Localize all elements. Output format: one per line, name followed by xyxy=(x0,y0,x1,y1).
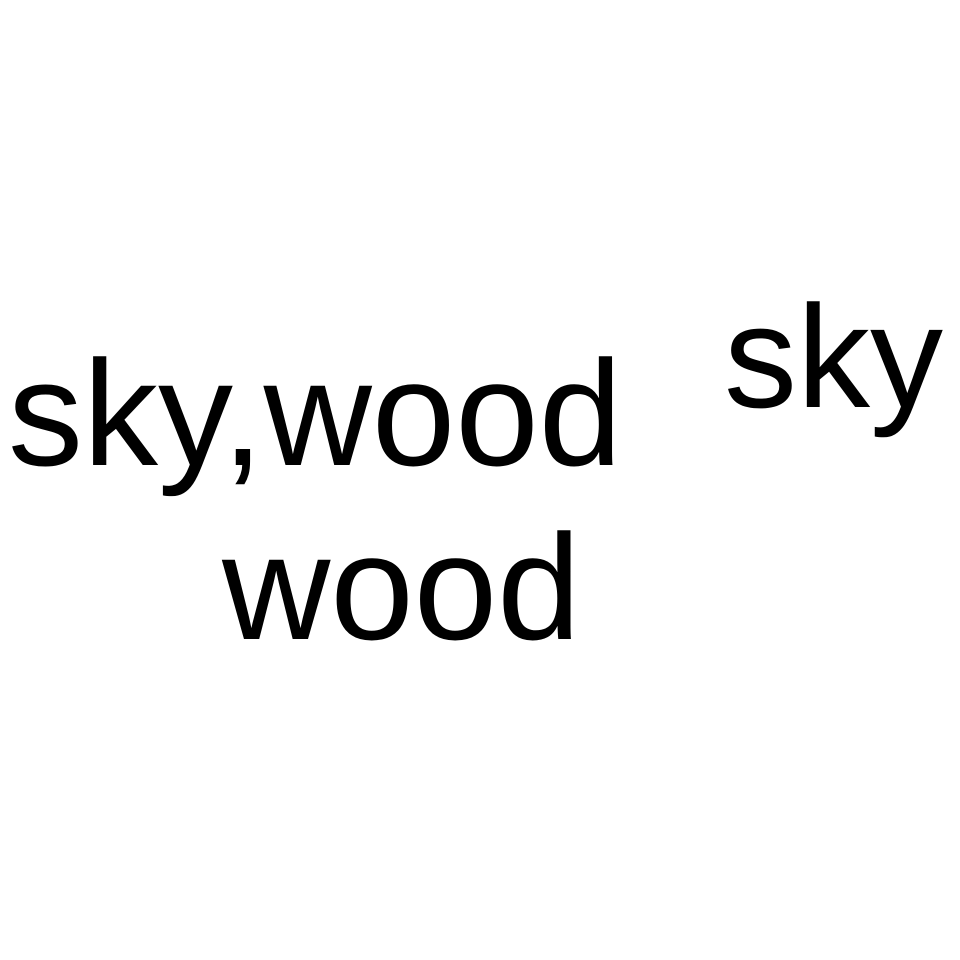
word-wood: wood xyxy=(222,503,581,671)
word-sky: sky xyxy=(724,275,943,438)
word-sky-wood: sky,wood xyxy=(8,329,623,497)
